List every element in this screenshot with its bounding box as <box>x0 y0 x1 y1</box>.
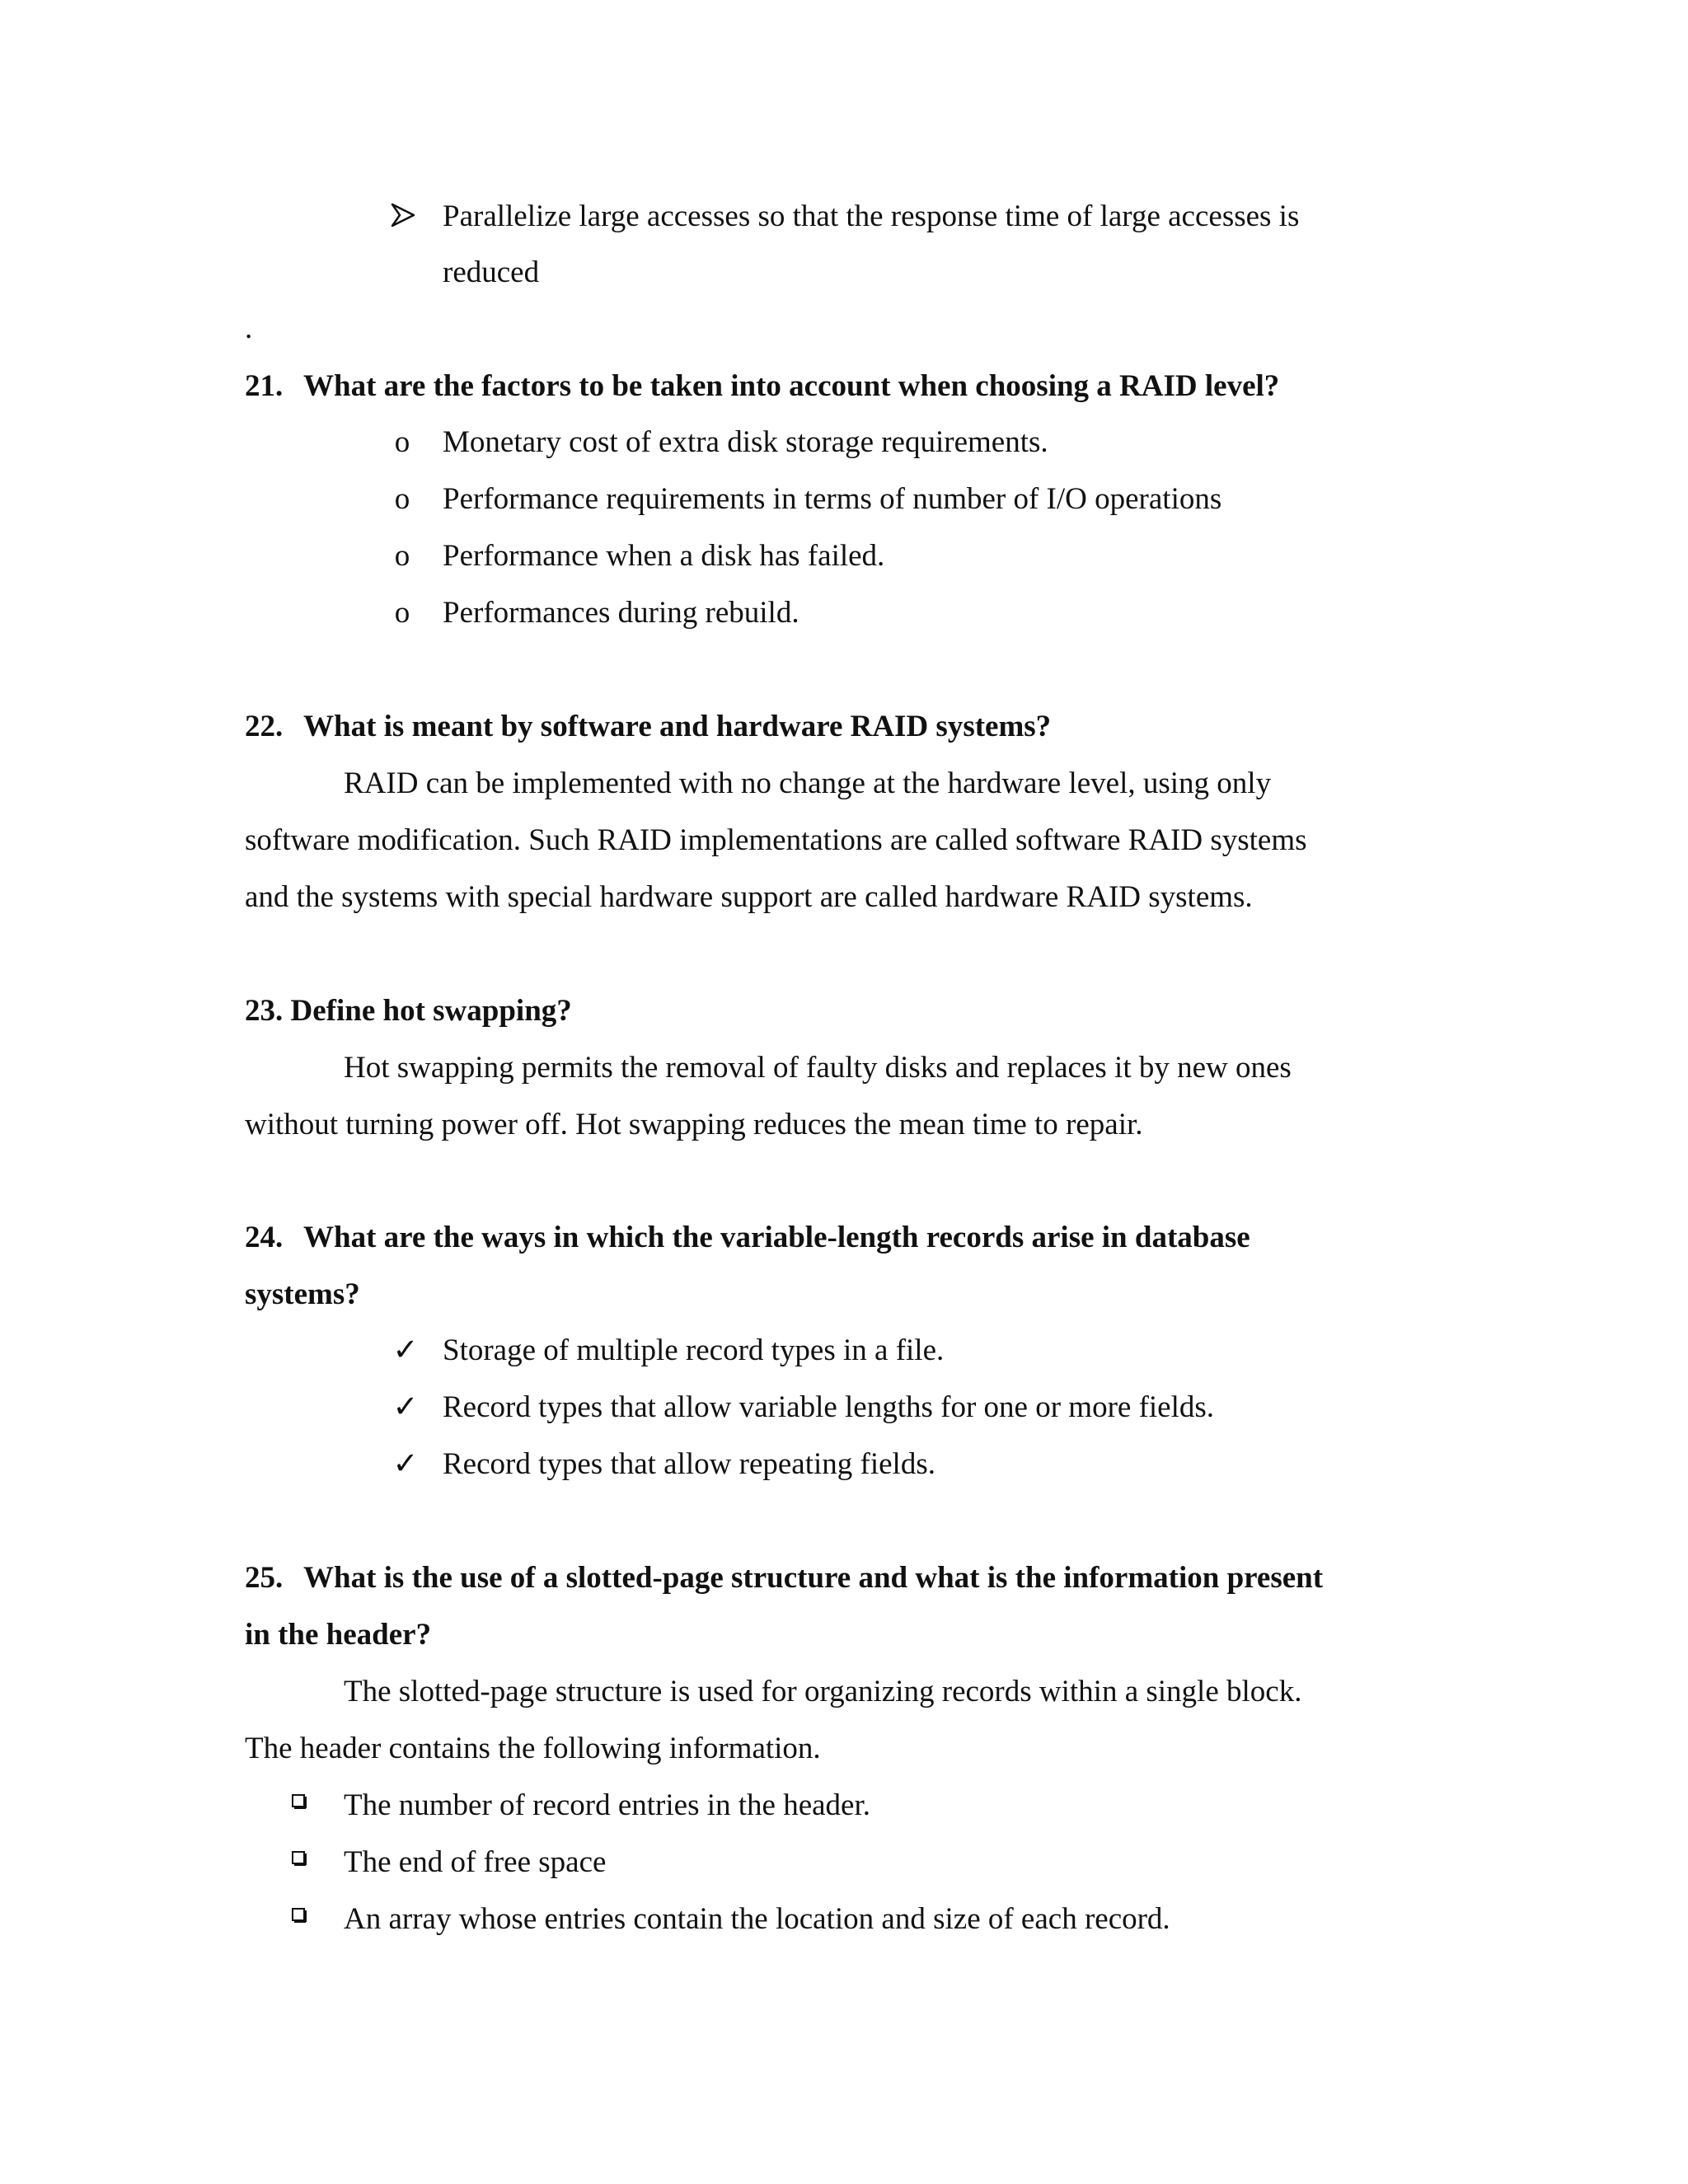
q25-item: An array whose entries contain the location and size of each record. <box>344 1902 1170 1936</box>
q21-item: Performance when a disk has failed. <box>443 539 885 573</box>
square-bullet-icon <box>290 1906 323 1924</box>
q24-number: 24. <box>245 1221 284 1254</box>
square-bullet-icon <box>290 1793 323 1811</box>
q25-answer-line: The slotted-page structure is used for organizing records within a single block. <box>344 1675 1302 1708</box>
circle-bullet-icon: o <box>394 425 410 459</box>
square-bullet-icon <box>290 1849 323 1868</box>
circle-bullet-icon: o <box>394 539 410 573</box>
q25-question-line-2: in the header? <box>245 1618 432 1652</box>
intro-bullet-line-2: reduced <box>443 255 540 289</box>
q24-question-line-1: What are the ways in which the variable-length records arise in database <box>303 1221 1250 1254</box>
q24-item: Storage of multiple record types in a file. <box>443 1333 945 1367</box>
q25-item: The end of free space <box>344 1845 607 1879</box>
checkmark-icon: ✓ <box>392 1390 419 1424</box>
q21-question: What are the factors to be taken into account when choosing a RAID level? <box>303 369 1280 403</box>
q25-item: The number of record entries in the header. <box>344 1788 871 1822</box>
q22-question: What is meant by software and hardware RAID systems? <box>303 710 1052 743</box>
circle-bullet-icon: o <box>394 482 410 516</box>
q21-item: Monetary cost of extra disk storage requirements. <box>443 425 1048 459</box>
q23-question: 23. Define hot swapping? <box>245 994 572 1028</box>
q23-answer-line: without turning power off. Hot swapping reduces the mean time to repair. <box>245 1108 1143 1141</box>
q22-answer-line: RAID can be implemented with no change at the hardware level, using only <box>344 766 1272 800</box>
q22-answer-line: and the systems with special hardware support are called hardware RAID systems. <box>245 880 1253 914</box>
checkmark-icon: ✓ <box>392 1447 419 1481</box>
q21-item: Performance requirements in terms of number of I/O operations <box>443 482 1222 516</box>
circle-bullet-icon: o <box>394 596 410 630</box>
checkmark-icon: ✓ <box>392 1333 419 1367</box>
q21-item: Performances during rebuild. <box>443 596 799 630</box>
arrow-bullet-icon <box>389 201 422 229</box>
intro-bullet-line-1: Parallelize large accesses so that the response time of large accesses is <box>443 199 1300 233</box>
q23-answer-line: Hot swapping permits the removal of faulty disks and replaces it by new ones <box>344 1051 1292 1085</box>
q24-question-line-2: systems? <box>245 1277 360 1311</box>
q25-answer-line: The header contains the following information. <box>245 1732 821 1765</box>
q25-question-line-1: What is the use of a slotted-page structure and what is the information present <box>303 1561 1324 1595</box>
q22-answer-line: software modification. Such RAID implementations are called software RAID systems <box>245 823 1307 857</box>
q22-number: 22. <box>245 710 284 743</box>
stray-dot: . <box>245 312 253 345</box>
q24-item: Record types that allow repeating fields. <box>443 1447 935 1481</box>
q21-number: 21. <box>245 369 284 403</box>
q25-number: 25. <box>245 1561 284 1595</box>
q24-item: Record types that allow variable lengths for one or more fields. <box>443 1390 1215 1424</box>
